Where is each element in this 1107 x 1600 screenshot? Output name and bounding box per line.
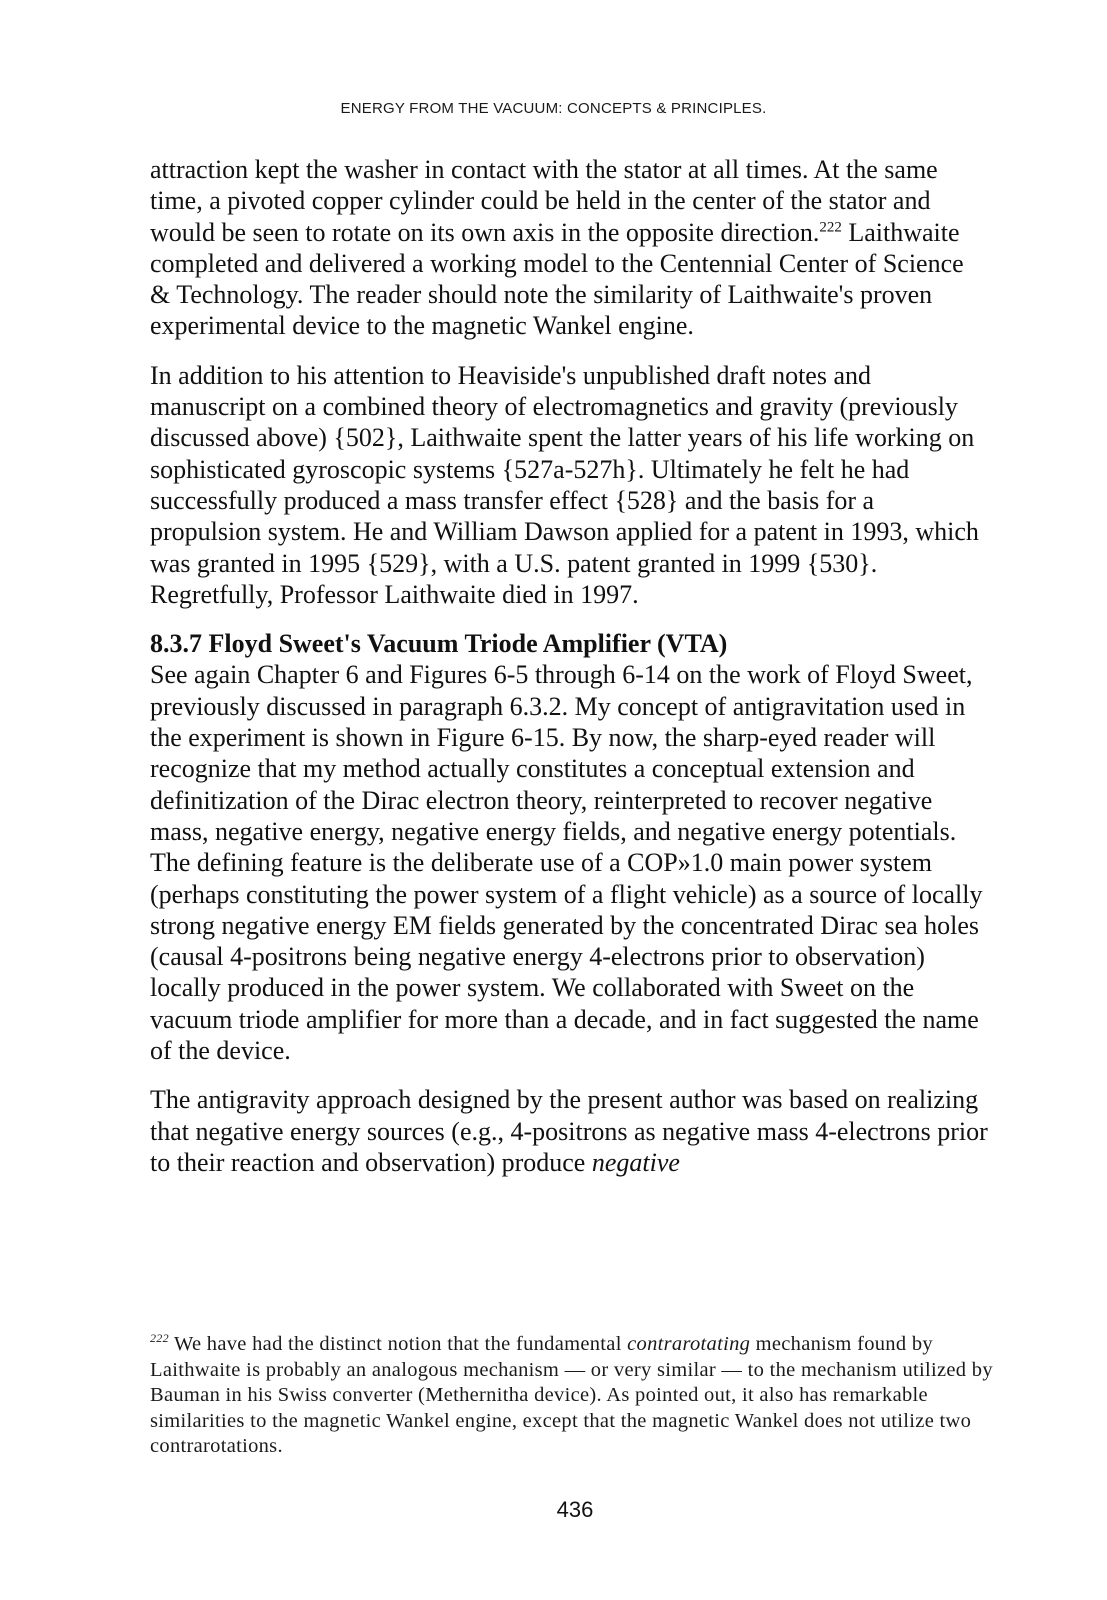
section-heading: 8.3.7 Floyd Sweet's Vacuum Triode Amplifier (VTA) [150,629,728,659]
footnote [150,1332,995,1460]
italic-word: negative [591,1147,680,1177]
footnote-marker: 222 [150,1331,169,1346]
paragraph-laithwaite-model [150,154,990,342]
footnote-text: mechanism found by Laithwaite is probably an analogous mechanism — or very similar — to the mechanism utilized by Bauman in his Swiss converter (Methernitha device). As pointed out, it also has remarkable similarities to the magnetic Wankel engine, except that the magnetic Wankel does not utilize two contrarotations. [150,1333,993,1457]
paragraph-text: attraction kept the washer in contact with the stator at all times. At the same time, a pivoted copper cylinder could be held in the center of the stator and would be seen to rotate on its own axis in the opposite direction. [150,155,938,247]
running-header: ENERGY FROM THE VACUUM: CONCEPTS & PRINCIPLES. [340,100,767,117]
paragraph-floyd-sweet: See again Chapter 6 and Figures 6-5 through 6-14 on the work of Floyd Sweet, previously discussed in paragraph 6.3.2. My concept of antigravitation used in the experiment is shown in Figure 6-15. By now, the sharp-eyed reader will recognize that my method actually constitutes a conceptual extension and definitization of the Dirac electron theory, reinterpreted to recover negative mass, negative energy, negative energy fields, and negative energy potentials. The defining feature is the deliberate use of a COP»1.0 main power system (perhaps constituting the power system of a flight vehicle) as a source of locally strong negative energy EM fields generated by the concentrated Dirac sea holes (causal 4-positrons being negative energy 4-electrons prior to observation) locally produced in the power system. We collaborated with Sweet on the vacuum triode amplifier for more than a decade, and in fact suggested the name of the device. [150,660,983,1066]
paragraph-antigravity-approach [150,1084,990,1178]
paragraph-heaviside-gyroscopic: In addition to his attention to Heaviside's unpublished draft notes and manuscript on a combined theory of electromagnetics and gravity (previously discussed above) {502}, Laithwaite spent the latter years of his life working on sophisticated gyroscopic systems {527a-527h}. Ultimately he felt he had successfully produced a mass transfer effect {528} and the basis for a propulsion system. He and William Dawson applied for a patent in 1993, which was granted in 1995 {529}, with a U.S. patent granted in 1999 {530}. Regretfully, Professor Laithwaite died in 1997. [150,360,979,609]
footnote-italic: contrarotating [627,1333,751,1355]
page-number: 436 [556,1497,594,1522]
footnote-reference[interactable]: 222 [819,218,842,235]
footnote-text: We have had the distinct notion that the fundamental [168,1333,628,1355]
main-body [150,154,990,1196]
paragraph-text: The antigravity approach designed by the present author was based on realizing that negative energy sources (e.g., 4-positrons as negative mass 4-electrons prior to their reaction and observation) produce [150,1085,988,1177]
paragraph-text: Laithwaite completed and delivered a working model to the Centennial Center of Science & Technology. The reader should note the similarity of Laithwaite's proven experimental device to the magnetic Wankel engine. [150,217,964,341]
